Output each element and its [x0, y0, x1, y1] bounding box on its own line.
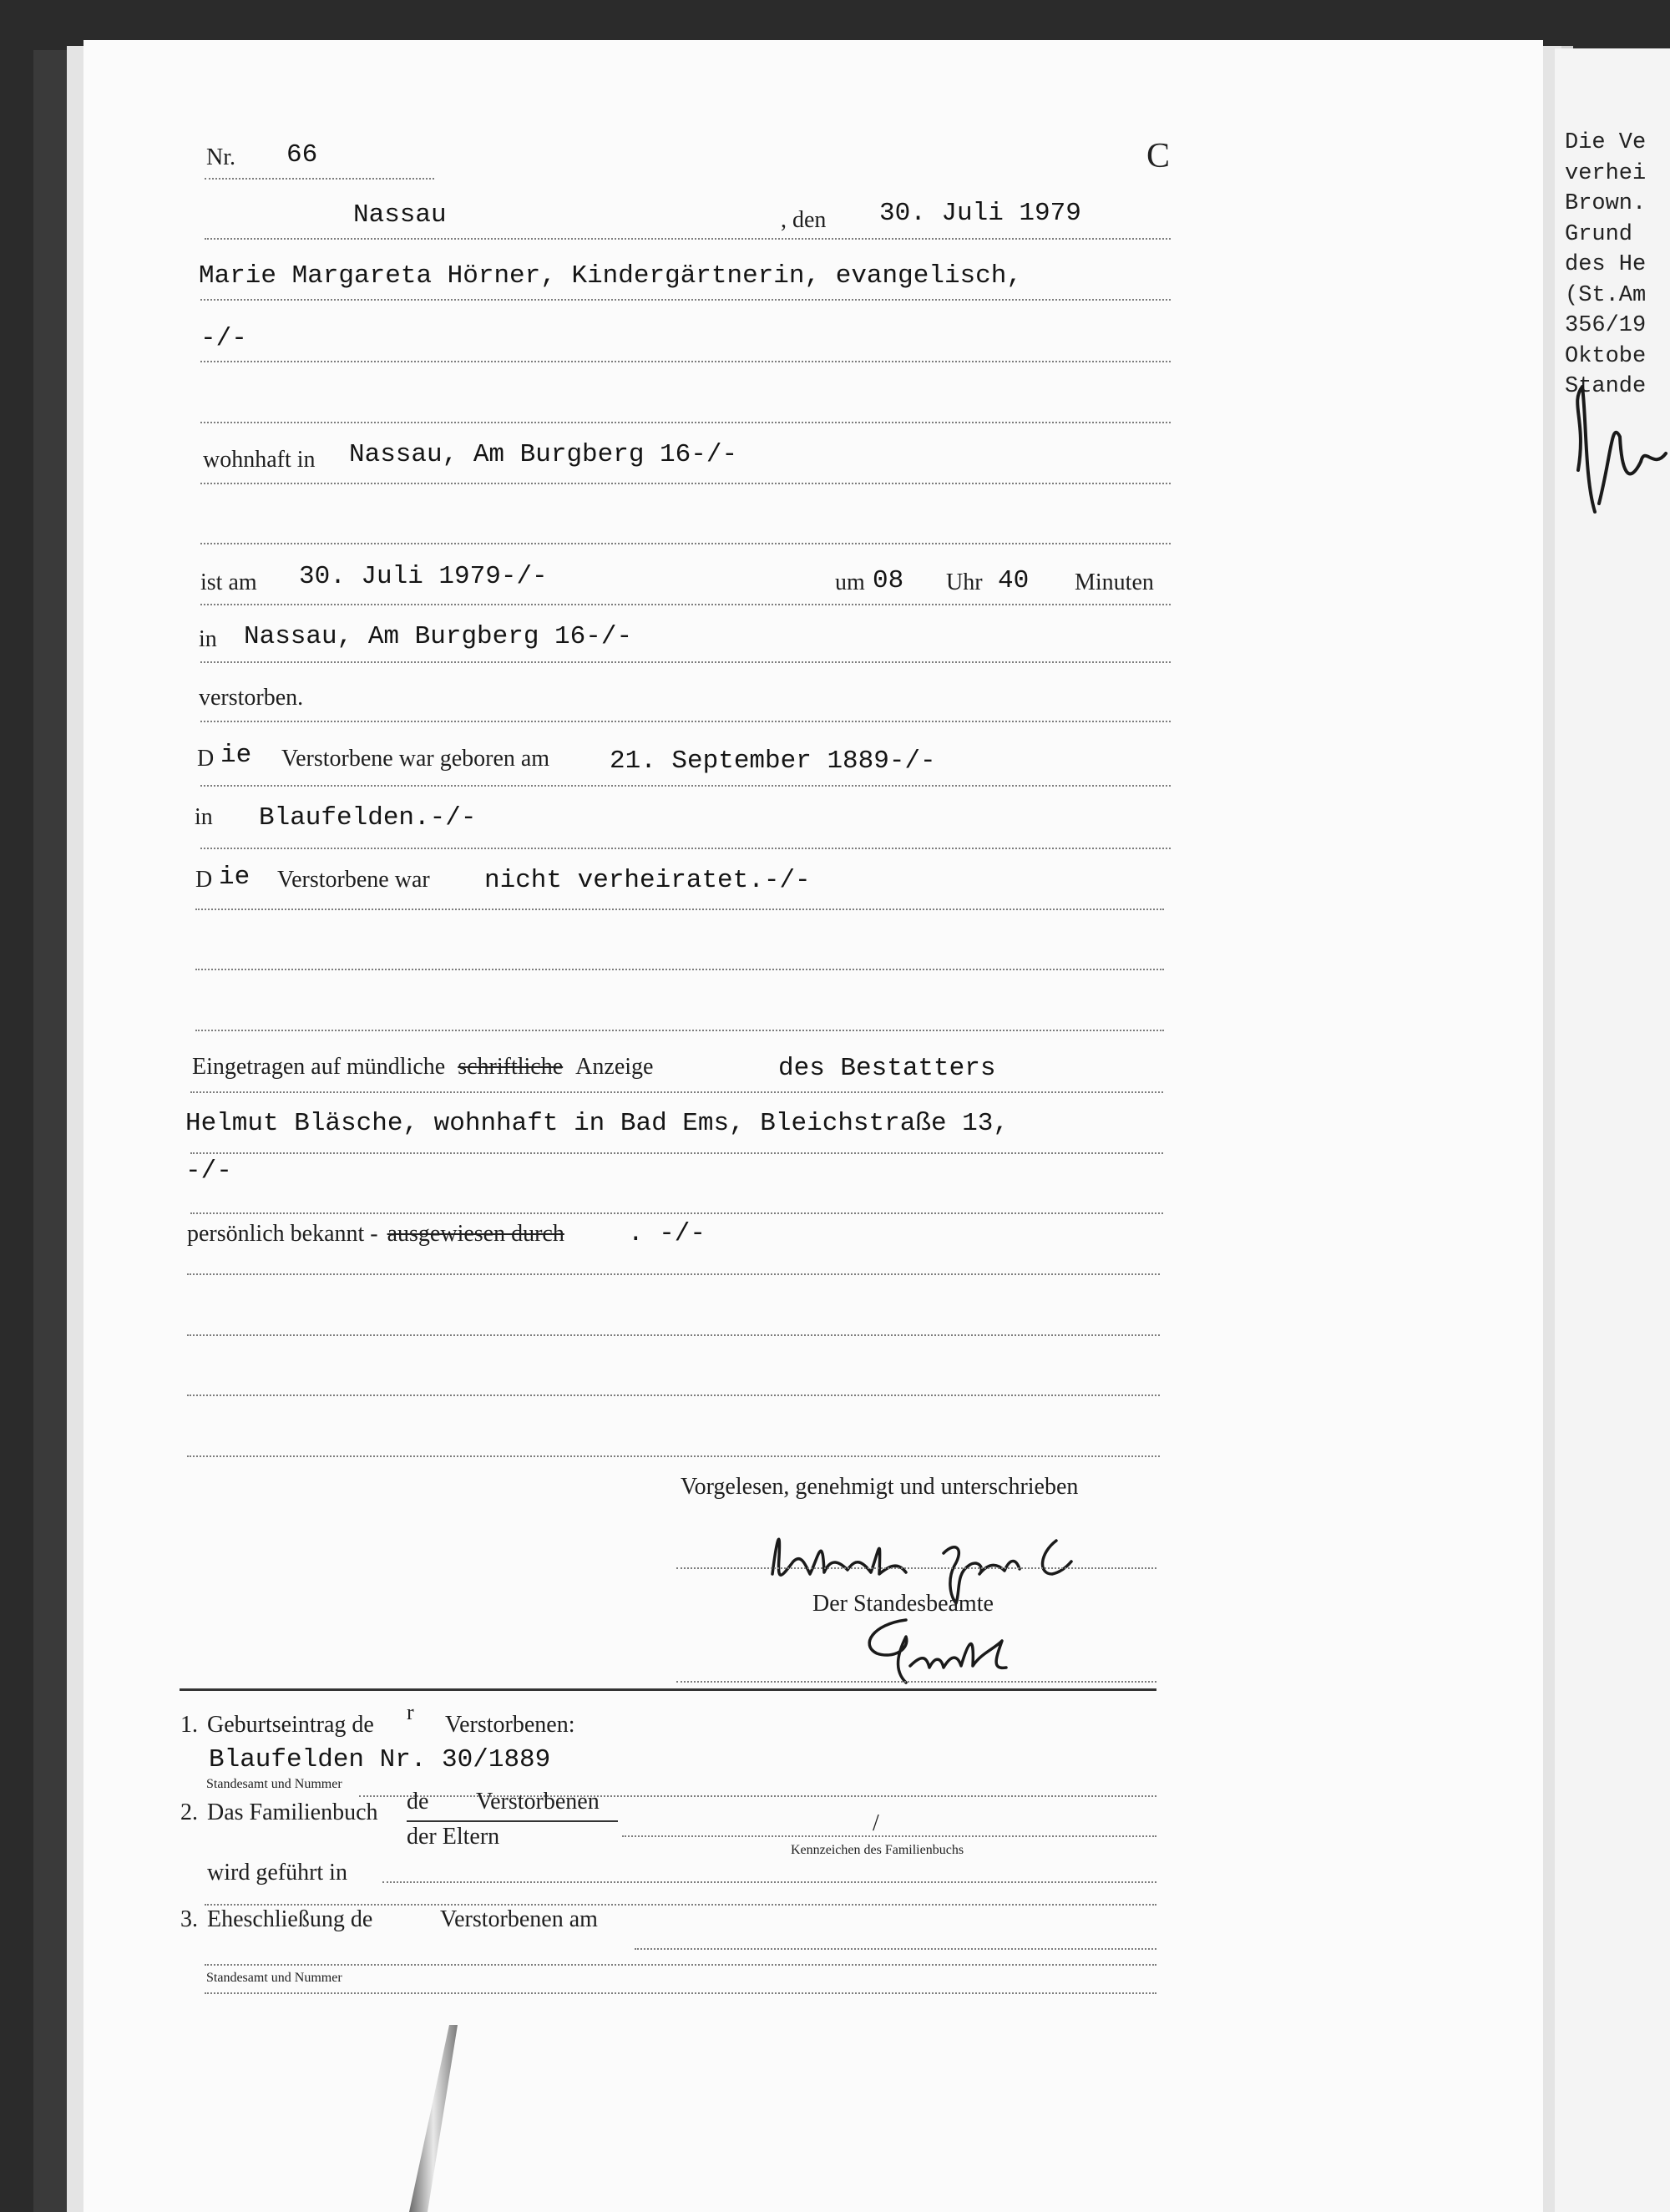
rule: [200, 785, 1171, 787]
item1-number: 1.: [180, 1712, 198, 1738]
rule: [200, 848, 1171, 849]
right-page: [1555, 48, 1670, 2212]
birth-place: Blaufelden.-/-: [259, 803, 477, 833]
den-label: , den: [781, 207, 827, 233]
item3-label: Eheschließung de: [207, 1906, 373, 1932]
right-page-text: Die Ve verhei Brown. Grund des He (St.Am 356/19 Oktobe Stande: [1565, 130, 1647, 399]
rule: [205, 1992, 1156, 1994]
death-in-label: in: [199, 626, 217, 652]
residence: Nassau, Am Burgberg 16-/-: [349, 440, 738, 469]
item2-number: 2.: [180, 1799, 198, 1825]
nr-label: Nr.: [206, 144, 235, 170]
item3-label-continued: Verstorbenen am: [440, 1906, 598, 1932]
rule: [200, 299, 1171, 301]
rule: [200, 361, 1171, 362]
item2-label-continued: wird geführt in: [207, 1860, 347, 1886]
rule: [205, 1964, 1156, 1966]
rule: [187, 1395, 1160, 1396]
deceased-name-continued: -/-: [200, 324, 247, 353]
rule: [635, 1948, 1156, 1950]
marital-label: Verstorbene war: [277, 867, 430, 893]
rule: [187, 1455, 1160, 1457]
birth-d-letter: D: [197, 746, 215, 772]
deceased-name: Marie Margareta Hörner, Kindergärtnerin, evangelisch,: [199, 261, 1022, 291]
item1-label-continued: Verstorbenen:: [445, 1712, 575, 1738]
registrar-signature: [848, 1607, 1031, 1691]
minuten-label: Minuten: [1075, 569, 1154, 595]
registration-struck-option: schriftliche: [458, 1054, 564, 1080]
rule: [195, 969, 1164, 970]
rule: [200, 422, 1171, 423]
rule: [676, 1567, 1156, 1569]
item1-label: Geburtseintrag de: [207, 1712, 374, 1738]
uhr-label: Uhr: [946, 569, 983, 595]
rule: [190, 1091, 1163, 1093]
informant-start: des Bestatters: [778, 1054, 996, 1083]
rule: [205, 178, 434, 180]
item2-option-parents: der Eltern: [407, 1824, 500, 1850]
known-struck-option: ausgewiesen durch: [387, 1221, 564, 1247]
right-page-signature: [1561, 370, 1670, 520]
item2-slash: /: [873, 1810, 879, 1836]
birth-date: 21. September 1889-/-: [610, 747, 936, 776]
verstorben-label: verstorben.: [199, 685, 304, 711]
rule: [200, 543, 1171, 544]
rule: [205, 1904, 1156, 1906]
item3-number: 3.: [180, 1906, 198, 1932]
item2-de: de: [407, 1789, 429, 1815]
footer-divider: [180, 1688, 1156, 1691]
read-approved-label: Vorgelesen, genehmigt und unterschrieben: [681, 1474, 1079, 1500]
marital-gender-suffix: ie: [219, 863, 250, 892]
entry-number: 66: [286, 140, 318, 170]
known-end: . -/-: [628, 1219, 706, 1248]
rule: [676, 1681, 1156, 1683]
rule: [187, 1273, 1160, 1275]
item1-superscript: r: [407, 1700, 414, 1724]
birth-in-label: in: [195, 804, 213, 830]
marital-status: nicht verheiratet.-/-: [484, 866, 811, 895]
item3-caption: Standesamt und Nummer: [206, 1971, 342, 1985]
item2-option-deceased: Verstorbenen: [476, 1789, 600, 1815]
item2-caption: Kennzeichen des Familienbuchs: [791, 1843, 964, 1857]
registration-label-start: Eingetragen auf mündliche: [192, 1054, 446, 1080]
marital-d-label: D: [195, 867, 213, 893]
registration-label: [192, 1054, 653, 1081]
registry-place: Nassau: [353, 200, 447, 230]
rule: [195, 1030, 1164, 1031]
known-label: [187, 1221, 564, 1248]
registration-label-end: Anzeige: [575, 1054, 654, 1080]
rule: [190, 1212, 1163, 1214]
item1-caption: Standesamt und Nummer: [206, 1777, 342, 1791]
ist-am-label: ist am: [200, 569, 257, 595]
birth-label: Verstorbene war geboren am: [281, 746, 550, 772]
rule: [200, 721, 1171, 722]
item2-label: Das Familienbuch: [207, 1799, 378, 1825]
rule: [200, 661, 1171, 663]
rule: [200, 604, 1171, 605]
death-date: 30. Juli 1979-/-: [299, 562, 548, 591]
birth-entry-reference: Blaufelden Nr. 30/1889: [209, 1745, 551, 1774]
known-label-start: persönlich bekannt -: [187, 1221, 378, 1247]
informant-continued: -/-: [185, 1157, 232, 1186]
rule: [187, 1334, 1160, 1336]
rule: [622, 1835, 1156, 1837]
registrar-label: Der Standesbeamte: [812, 1591, 994, 1617]
informant: Helmut Bläsche, wohnhaft in Bad Ems, Bleichstraße 13,: [185, 1109, 1009, 1138]
rule: [190, 1152, 1163, 1154]
registry-date: 30. Juli 1979: [879, 199, 1081, 228]
death-place: Nassau, Am Burgberg 16-/-: [244, 622, 633, 651]
rule: [195, 909, 1164, 910]
birth-d-label: [197, 746, 214, 772]
death-hour: 08: [873, 566, 904, 595]
register-letter: C: [1146, 137, 1171, 175]
um-label: um: [835, 569, 865, 595]
item2-option-divider: [407, 1820, 618, 1822]
death-minutes: 40: [998, 566, 1030, 595]
rule: [205, 238, 1171, 240]
pen-pointer: [376, 2021, 476, 2212]
rule: [382, 1881, 1156, 1883]
wohnhaft-label: wohnhaft in: [203, 447, 316, 473]
rule: [200, 483, 1171, 484]
birth-gender-suffix: ie: [220, 741, 252, 770]
